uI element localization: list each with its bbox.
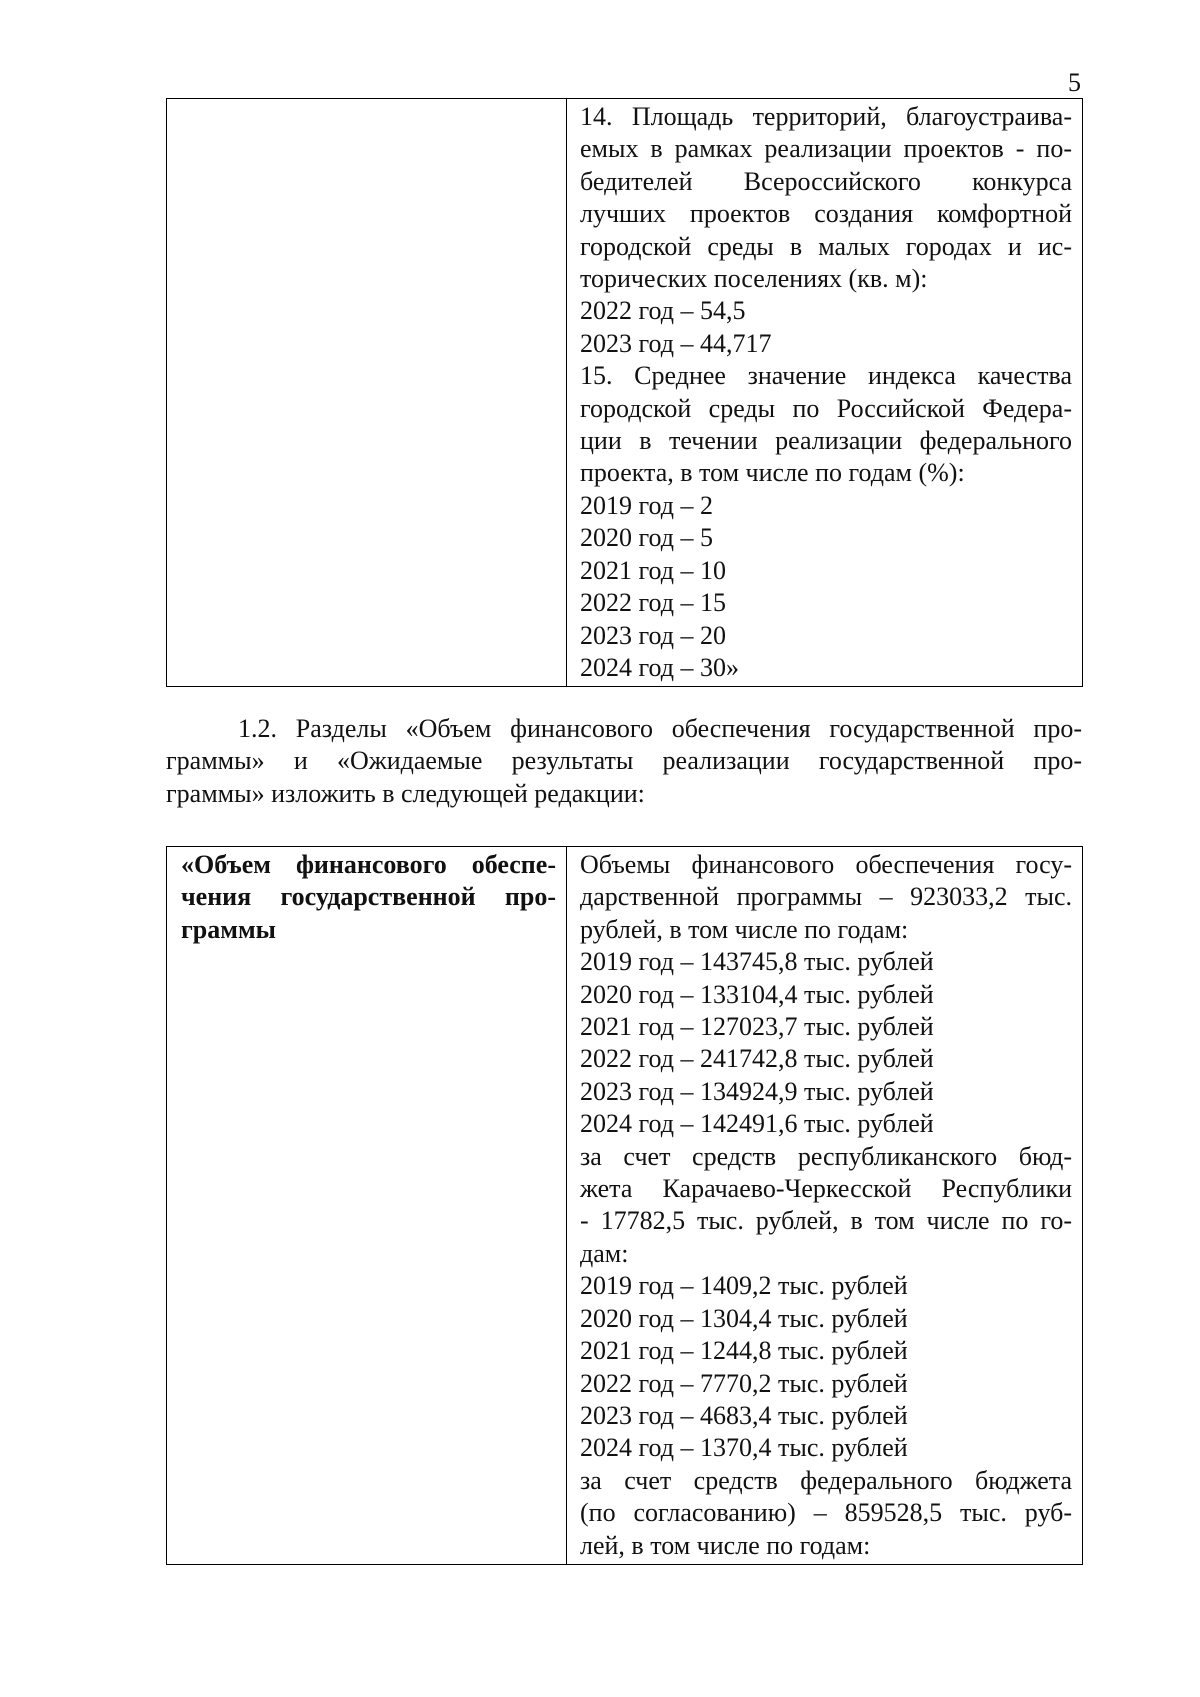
text-line: лучших проектов создания комфортной (580, 199, 1072, 229)
amendment-paragraph (166, 713, 1082, 810)
section-title-cell (167, 847, 567, 1565)
indicators-table (166, 98, 1083, 687)
table-row (167, 99, 1083, 687)
text-line: за счет средств федерального бюджета (580, 1465, 1072, 1495)
text-line: дарственной программы – 923033,2 тыс. (580, 882, 1072, 912)
text-line: емых в рамках реализации проектов - по- (580, 134, 1072, 164)
text-line: городской среды по Российской Федера- (580, 393, 1072, 423)
text-line: 2023 год – 44,717 (580, 328, 772, 358)
text-line: 2023 год – 134924,9 тыс. рублей (580, 1076, 934, 1106)
indicators-cell (567, 99, 1083, 687)
text-line: 15. Среднее значение индекса качества (580, 361, 1072, 391)
text-line: городской среды в малых городах и ис- (580, 231, 1072, 261)
paragraph-line: граммы» изложить в следующей редакции: (166, 778, 645, 808)
text-line: 2023 год – 4683,4 тыс. рублей (580, 1400, 908, 1430)
text-line: 2022 год – 54,5 (580, 296, 746, 326)
text-line: дам: (580, 1238, 629, 1268)
financing-table (166, 846, 1083, 1565)
page-number: 5 (1068, 68, 1081, 97)
text-line: 2021 год – 10 (580, 555, 726, 585)
text-line: 14. Площадь территорий, благоустраива- (580, 102, 1072, 131)
text-line: рублей, в том числе по годам: (580, 914, 909, 944)
text-line: торических поселениях (кв. м): (580, 264, 928, 294)
indicators-text (567, 99, 1082, 686)
text-line: 2019 год – 143745,8 тыс. рублей (580, 947, 934, 977)
paragraph-line: 1.2. Разделы «Объем финансового обеспечения государственной про- (238, 714, 1082, 743)
section-title (167, 847, 566, 948)
text-line: 2019 год – 2 (580, 490, 713, 520)
paragraph-line: граммы» и «Ожидаемые результаты реализации государственной про- (166, 746, 1082, 776)
text-line: 2020 год – 5 (580, 523, 713, 553)
text-line: 2023 год – 20 (580, 620, 726, 650)
text-line: за счет средств республиканского бюд- (580, 1141, 1072, 1171)
text-line: 2021 год – 127023,7 тыс. рублей (580, 1012, 934, 1042)
text-line: 2022 год – 15 (580, 588, 726, 618)
text-line: 2022 год – 7770,2 тыс. рублей (580, 1368, 908, 1398)
text-line: 2020 год – 133104,4 тыс. рублей (580, 979, 934, 1009)
text-line: 2022 год – 241742,8 тыс. рублей (580, 1044, 934, 1074)
text-line: проекта, в том числе по годам (%): (580, 458, 965, 488)
text-line: - 17782,5 тыс. рублей, в том числе по го- (580, 1206, 1072, 1236)
table-cell-empty (167, 99, 567, 687)
heading-line: чения государственной про- (181, 882, 556, 912)
heading-line: «Объем финансового обеспе- (181, 850, 556, 879)
text-line: 2021 год – 1244,8 тыс. рублей (580, 1336, 908, 1366)
heading-line: граммы (181, 914, 276, 944)
text-line: 2020 год – 1304,4 тыс. рублей (580, 1303, 908, 1333)
text-line: 2024 год – 1370,4 тыс. рублей (580, 1433, 908, 1463)
text-line: Объемы финансового обеспечения госу- (580, 850, 1072, 879)
text-line: (по согласованию) – 859528,5 тыс. руб- (580, 1498, 1072, 1528)
text-line: 2019 год – 1409,2 тыс. рублей (580, 1271, 908, 1301)
text-line: ции в течении реализации федерального (580, 426, 1072, 456)
text-line: 2024 год – 142491,6 тыс. рублей (580, 1109, 934, 1139)
text-line: 2024 год – 30» (580, 652, 739, 682)
financing-cell (567, 847, 1083, 1565)
text-line: жета Карачаево-Черкесской Республики (580, 1174, 1072, 1204)
text-line: бедителей Всероссийского конкурса (580, 166, 1072, 196)
financing-text (567, 847, 1082, 1564)
text-line: лей, в том числе по годам: (580, 1530, 871, 1560)
table-row (167, 847, 1083, 1565)
